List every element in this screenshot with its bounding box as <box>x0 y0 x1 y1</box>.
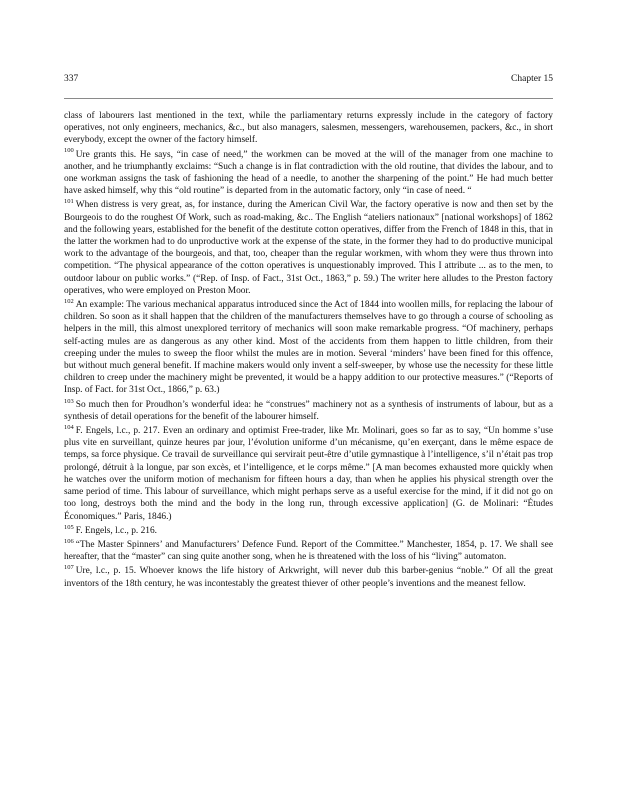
footnote-number: 100 <box>64 147 74 155</box>
running-header <box>64 74 553 84</box>
footnote-106 <box>64 539 553 563</box>
footnote-text: An example: The various mechanical apparatus introduced since the Act of 1844 into woollen mills, for replacing the labour of children. So soon as it shall happen that the children of the manufacturers themselves have to go through a course of schooling as helpers in the mill, this almost unexplored territory of mechanics will soon make remarkable progress. “Of machinery, perhaps self-acting mules are as dangerous as any other kind. Most of the accidents from them happen to little children, from their creeping under the mules to sweep the floor whilst the mules are in motion. Several ‘minders’ have been fined for this offence, but without much general benefit. If machine makers would only invent a self-sweeper, by whose use the necessity for these little children to creep under the machinery might be prevented, it would be a happy addition to our protective measures.” (“Reports of Insp. of Fact. for 31st Oct., 1866,” p. 63.) <box>64 300 553 396</box>
page-number: 337 <box>64 74 79 84</box>
footnote-number: 105 <box>64 523 74 531</box>
footnote-text: class of labourers last mentioned in the text, while the parliamentary returns expressly include in the category of factory operatives, not only engineers, mechanics, &c., but also managers, salesmen, messengers, warehousemen, packers, &c., in short everybody, except the owner of the factory himself. <box>64 111 553 146</box>
footnote-107 <box>64 565 553 589</box>
footnote-number: 104 <box>64 423 74 431</box>
footnote-text: F. Engels, l.c., p. 217. Even an ordinary and optimist Free-trader, like Mr. Molinari, goes so far as to say, “Un homme s’use plus vite en surveillant, quinze heures par jour, l’évolution uniforme d’un mécanisme, qu’en exerçant, dans le même espace de temps, sa force physique. Ce travail de surveillance qui servirait peut-être d’utile gymnastique à l’intelligence, s’il n’était pas trop prolongé, détruit à la longue, par son excès, et l’intelligence, et le corps même.” [A man becomes exhausted more quickly when he watches over the uniform motion of mechanism for fifteen hours a day, than when he applies his physical strength over the same period of time. This labour of surveillance, which might perhaps serve as a useful exercise for the mind, if it did not go on too long, destroys both the mind and the body in the long run, through excessive application] (G. de Molinari: “Études Économiques.” Paris, 1846.) <box>64 426 553 522</box>
footnote-number: 107 <box>64 564 74 572</box>
footnote-101 <box>64 199 553 297</box>
footnote-text: Ure grants this. He says, “in case of need,” the workmen can be moved at the will of the manager from one machine to another, and he triumphantly exclaims: “Such a change is in flat contradiction with the old routine, that divides the labour, and to one workman assigns the task of fashioning the head of a needle, to another the sharpening of the point.” He had much better have asked himself, why this “old routine” is departed from in the automatic factory, only “in case of need. “ <box>64 149 553 197</box>
footnote-text: F. Engels, l.c., p. 216. <box>75 525 158 536</box>
footnote-text: “The Master Spinners’ and Manufacturers’ Defence Fund. Report of the Committee.” Manchester, 1854, p. 17. We shall see hereafter, that the “master” can sing quite another song, when he is threatened with the loss of his “living” automaton. <box>64 539 553 563</box>
footnote-number: 106 <box>64 537 74 545</box>
footnote-100 <box>64 149 553 198</box>
header-rule <box>64 98 553 99</box>
footnotes-body <box>64 110 553 592</box>
footnote-continuation <box>64 110 553 147</box>
chapter-title: Chapter 15 <box>511 74 553 84</box>
footnote-text: Ure, l.c., p. 15. Whoever knows the life history of Arkwright, will never dub this barber-genius “noble.” Of all the great inventors of the 18th century, he was incontestably the greatest thiever of other people’s inventions and the meanest fellow. <box>64 566 553 589</box>
footnote-number: 103 <box>64 397 74 405</box>
footnote-103 <box>64 399 553 423</box>
footnote-text: When distress is very great, as, for instance, during the American Civil War, the factory operative is now and then set by the Bourgeois to do the roughest Of Work, such as road-making, &c.. The English “ateliers nationaux” [national workshops] of 1862 and the following years, established for the benefit of the destitute cotton operatives, differ from the French of 1848 in this, that in the latter the workmen had to do unproductive work at the expense of the state, in the former they had to do productive municipal work to the advantage of the bourgeois, and that, too, cheaper than the regular workmen, with whom they were thus thrown into competition. “The physical appearance of the cotton operatives is unquestionably improved. This I attribute ... as to the men, to outdoor labour on public works.” (“Rep. of Insp. of Fact., 31st Oct., 1863,” p. 59.) The writer here alludes to the Preston factory operatives, who were employed on Preston Moor. <box>64 200 553 296</box>
footnote-104 <box>64 425 553 523</box>
footnote-105 <box>64 525 553 537</box>
footnote-102 <box>64 299 553 397</box>
footnote-number: 102 <box>64 297 74 305</box>
footnote-text: So much then for Proudhon’s wonderful idea: he “construes” machinery not as a synthesis of instruments of labour, but as a synthesis of detail operations for the benefit of the labourer himself. <box>64 399 553 422</box>
footnote-number: 101 <box>64 198 74 206</box>
